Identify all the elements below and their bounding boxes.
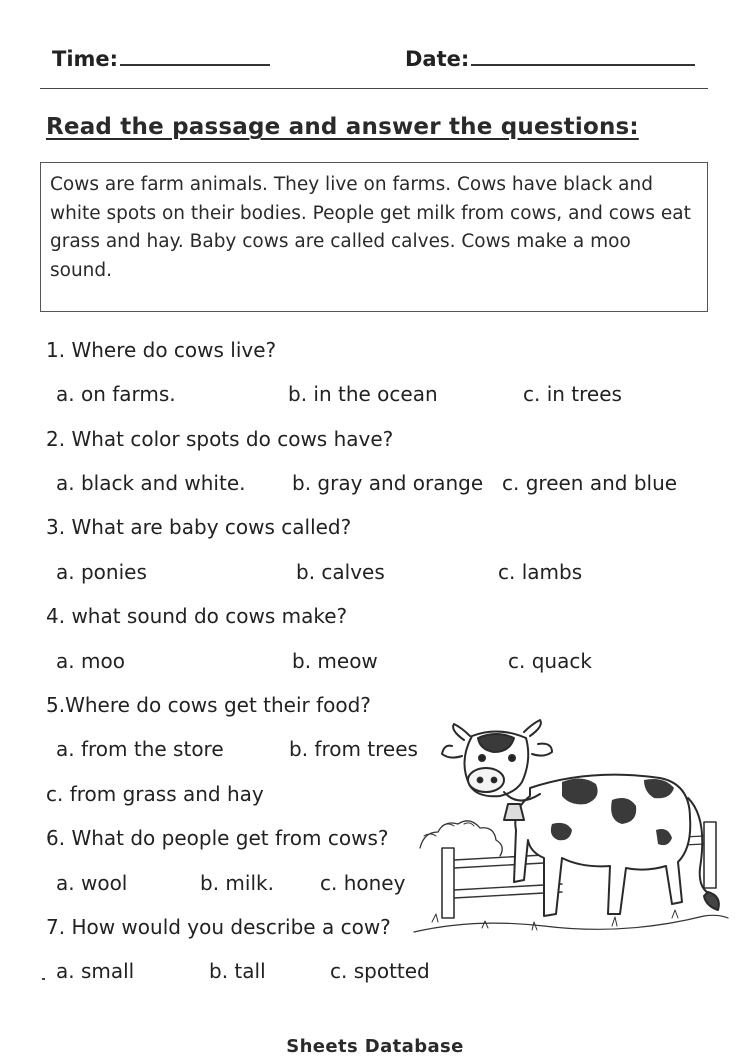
passage-box: Cows are farm animals. They live on farms. Cows have black and white spots on their bodies. People get milk from cows, and cows eat grass and hay. Baby cows are called calves. Cows make a moo sound. [40,162,708,312]
cow-illustration [412,718,732,954]
header-divider [40,88,708,89]
q3-option-b[interactable]: b. calves [296,560,385,584]
q6-option-b[interactable]: b. milk. [200,871,274,895]
q7-option-c[interactable]: c. spotted [330,959,430,983]
date-blank[interactable] [471,44,695,66]
date-label: Date: [405,47,470,71]
time-blank[interactable] [120,44,270,66]
q5-option-c[interactable]: c. from grass and hay [46,782,264,806]
question-1: 1. Where do cows live? [46,338,277,362]
q6-option-a[interactable]: a. wool [56,871,128,895]
q2-option-b[interactable]: b. gray and orange [292,471,484,495]
time-label: Time: [52,47,119,71]
stray-mark [42,978,45,980]
q6-option-c[interactable]: c. honey [320,871,406,895]
q2-option-a[interactable]: a. black and white. [56,471,246,495]
page-title: Read the passage and answer the questions: [46,114,639,140]
q7-option-a[interactable]: a. small [56,959,135,983]
q4-option-b[interactable]: b. meow [292,649,378,673]
q2-option-c[interactable]: c. green and blue [502,471,678,495]
date-field [405,44,695,71]
q1-option-a[interactable]: a. on farms. [56,382,176,406]
question-4: 4. what sound do cows make? [46,604,348,628]
q4-option-a[interactable]: a. moo [56,649,125,673]
q1-option-c[interactable]: c. in trees [523,382,622,406]
question-5: 5.Where do cows get their food? [46,693,371,717]
question-2: 2. What color spots do cows have? [46,427,394,451]
q3-option-c[interactable]: c. lambs [498,560,583,584]
q7-option-b[interactable]: b. tall [209,959,266,983]
q5-option-b[interactable]: b. from trees [289,737,418,761]
q3-option-a[interactable]: a. ponies [56,560,147,584]
question-6: 6. What do people get from cows? [46,826,389,850]
time-field [52,44,270,71]
question-3: 3. What are baby cows called? [46,515,352,539]
q5-option-a[interactable]: a. from the store [56,737,224,761]
footer-credit: Sheets Database [286,1036,464,1057]
q1-option-b[interactable]: b. in the ocean [288,382,438,406]
question-7: 7. How would you describe a cow? [46,915,391,939]
q4-option-c[interactable]: c. quack [508,649,592,673]
